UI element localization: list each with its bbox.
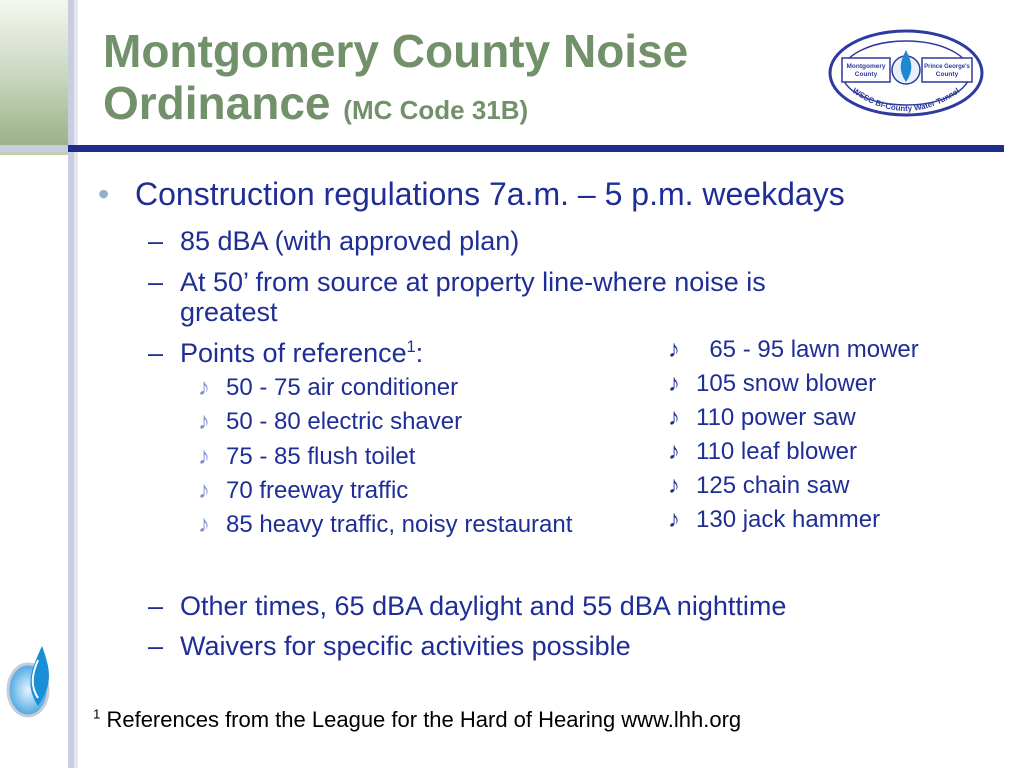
slide-title	[103, 25, 803, 136]
reference-text: 85 heavy traffic, noisy restaurant	[226, 511, 573, 538]
left-band-top	[0, 0, 68, 148]
dash-glyph: –	[148, 338, 164, 368]
music-note-icon: ♪	[198, 374, 210, 401]
reference-text: 110 power saw	[696, 404, 856, 431]
main-bullet	[98, 176, 978, 216]
logo-right-label-2: County	[935, 71, 959, 78]
reference-item	[198, 477, 638, 507]
sub-item-text-line-2: greatest	[180, 297, 278, 327]
sub-item	[148, 267, 948, 329]
main-bullet-text: Construction regulations 7a.m. – 5 p.m. weekdays	[135, 176, 845, 212]
music-note-icon: ♪	[198, 408, 210, 435]
footnote	[93, 707, 741, 733]
title-code: (MC Code 31B)	[343, 95, 529, 125]
reference-text: 125 chain saw	[696, 472, 850, 499]
reference-text: 50 - 75 air conditioner	[226, 374, 459, 401]
water-drop-icon	[2, 640, 62, 730]
logo-left-label-2: County	[854, 71, 878, 78]
reference-item	[668, 370, 988, 400]
title-word: Ordinance	[103, 77, 331, 129]
title-rule	[68, 145, 1004, 152]
music-note-icon: ♪	[668, 438, 680, 465]
sub-item-text: 85 dBA (with approved plan)	[180, 226, 520, 256]
title-rule-left	[0, 145, 68, 152]
reference-item	[668, 404, 988, 434]
logo-arc-text: WSSC Bi-County Water Tunnel	[850, 86, 962, 114]
reference-text: 130 jack hammer	[696, 506, 881, 533]
music-note-icon: ♪	[668, 472, 680, 499]
bullet-glyph: •	[98, 176, 110, 212]
colon: :	[415, 338, 424, 368]
sub-item-text	[180, 338, 423, 368]
dash-glyph: –	[148, 226, 164, 256]
sub-item-text: Waivers for specific activities possible	[180, 631, 631, 661]
reference-item	[198, 511, 638, 541]
reference-item	[668, 336, 988, 366]
reference-item	[198, 408, 638, 438]
sub-item	[148, 226, 848, 258]
reference-item	[668, 506, 988, 536]
reference-item	[198, 374, 638, 404]
sub-item	[148, 338, 598, 370]
music-note-icon: ♪	[668, 404, 680, 431]
points-of-reference-label: Points of reference	[180, 338, 407, 368]
reference-text: 65 - 95 lawn mower	[696, 336, 919, 363]
sub-item	[148, 591, 968, 623]
music-note-icon: ♪	[198, 511, 210, 538]
reference-text: 75 - 85 flush toilet	[226, 443, 416, 470]
sub-item	[148, 631, 968, 663]
reference-item	[668, 438, 988, 468]
wssc-logo	[826, 26, 986, 126]
dash-glyph: –	[148, 631, 164, 661]
title-line-1: Montgomery County Noise	[103, 25, 689, 77]
reference-text: 70 freeway traffic	[226, 477, 409, 504]
music-note-icon: ♪	[668, 506, 680, 533]
title-line-2	[103, 77, 803, 136]
footnote-number: 1	[93, 706, 101, 722]
dash-glyph: –	[148, 591, 164, 621]
reference-text: 50 - 80 electric shaver	[226, 408, 463, 435]
sub-item-text-line-1: At 50’ from source at property line-where noise is	[180, 267, 766, 297]
logo-left-label-1: Montgomery	[846, 63, 886, 70]
vertical-divider-light	[74, 0, 78, 768]
music-note-icon: ♪	[198, 477, 210, 504]
reference-item	[668, 472, 988, 502]
reference-item	[198, 443, 638, 473]
reference-text: 105 snow blower	[696, 370, 877, 397]
footnote-marker: 1	[406, 338, 416, 356]
reference-text: 110 leaf blower	[696, 438, 857, 465]
footnote-text: References from the League for the Hard of Hearing www.lhh.org	[100, 707, 742, 732]
music-note-icon: ♪	[198, 443, 210, 470]
music-note-icon: ♪	[668, 336, 680, 363]
sub-item-text: Other times, 65 dBA daylight and 55 dBA nighttime	[180, 591, 787, 621]
music-note-icon: ♪	[668, 370, 680, 397]
logo-right-label-1: Prince George's	[924, 64, 970, 70]
dash-glyph: –	[148, 267, 164, 297]
